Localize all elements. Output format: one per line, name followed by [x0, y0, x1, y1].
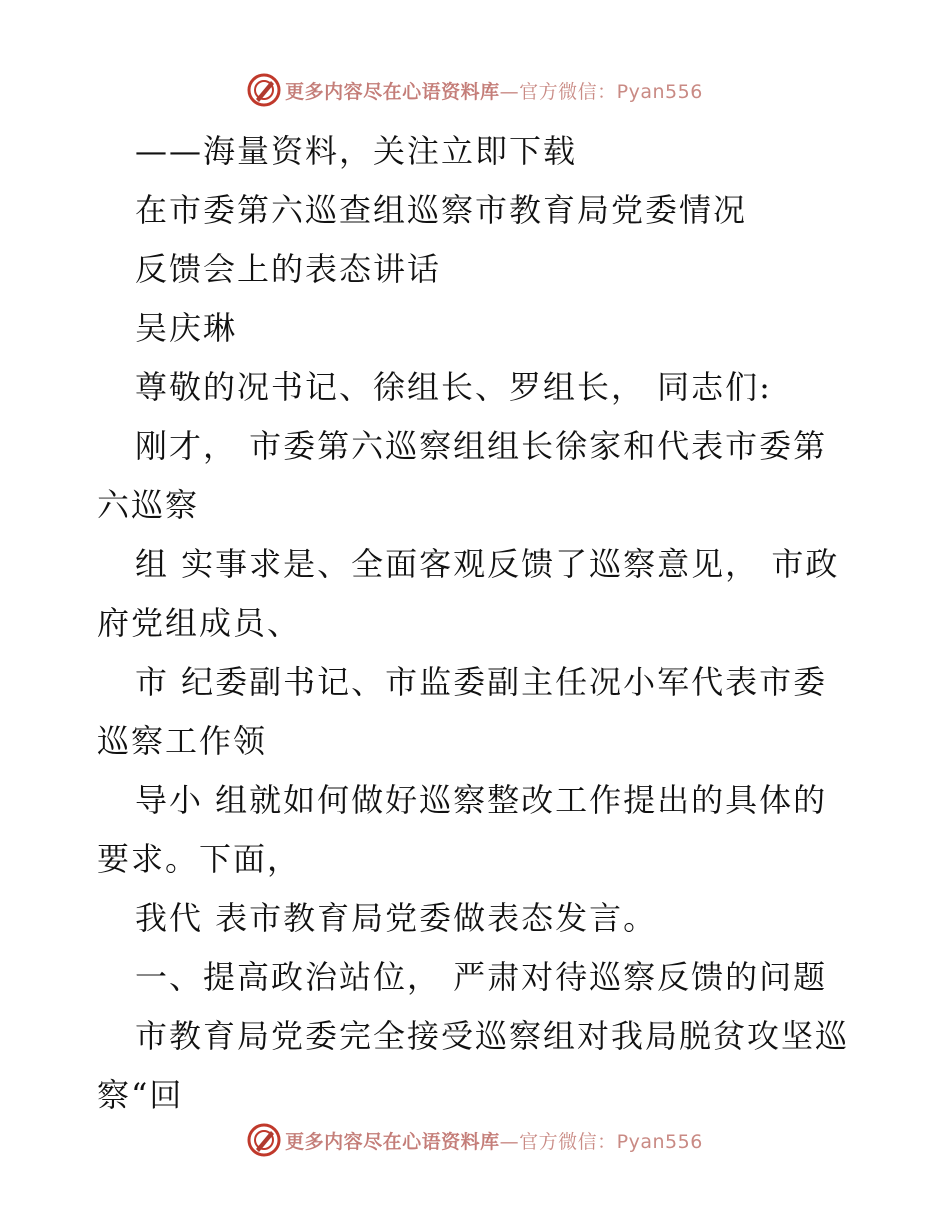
paragraph: 刚才， 市委第六巡察组组长徐家和代表市委第六巡察: [97, 427, 828, 524]
watermark-main-text: 更多内容尽在心语资料库: [285, 1130, 500, 1153]
paragraph: ——海量资料，关注立即下载: [135, 132, 578, 170]
paragraph: 市 纪委副书记、市监委副主任况小军代表市委巡察工作领: [97, 663, 828, 760]
paragraph: 我代 表市教育局党委做表态发言。: [135, 899, 658, 937]
watermark-sub-text: —官方微信：Pyan556: [499, 80, 703, 103]
watermark-sub-text: —官方微信：Pyan556: [499, 1130, 703, 1153]
document-title-line-2: 反馈会上的表态讲话: [135, 250, 442, 288]
paragraph: 组 实事求是、全面客观反馈了巡察意见， 市政府党组成员、: [97, 545, 840, 642]
watermark-text: [285, 77, 703, 104]
document-body: [97, 122, 857, 1125]
brand-logo-icon: [247, 73, 281, 107]
paragraph: 市教育局党委完全接受巡察组对我局脱贫攻坚巡察“回: [97, 1017, 850, 1114]
header-watermark: [0, 70, 950, 110]
section-heading: 一、提高政治站位， 严肃对待巡察反馈的问题: [135, 958, 828, 996]
brand-logo-icon: [247, 1123, 281, 1157]
footer-watermark: [0, 1120, 950, 1160]
watermark-text: [285, 1127, 703, 1154]
salutation: 尊敬的况书记、徐组长、罗组长， 同志们:: [135, 368, 772, 406]
paragraph: 导小 组就如何做好巡察整改工作提出的具体的要求。下面，: [97, 781, 828, 878]
document-title-line-1: 在市委第六巡查组巡察市教育局党委情况: [135, 191, 748, 229]
author-name: 吴庆琳: [135, 309, 238, 347]
watermark-main-text: 更多内容尽在心语资料库: [285, 80, 500, 103]
